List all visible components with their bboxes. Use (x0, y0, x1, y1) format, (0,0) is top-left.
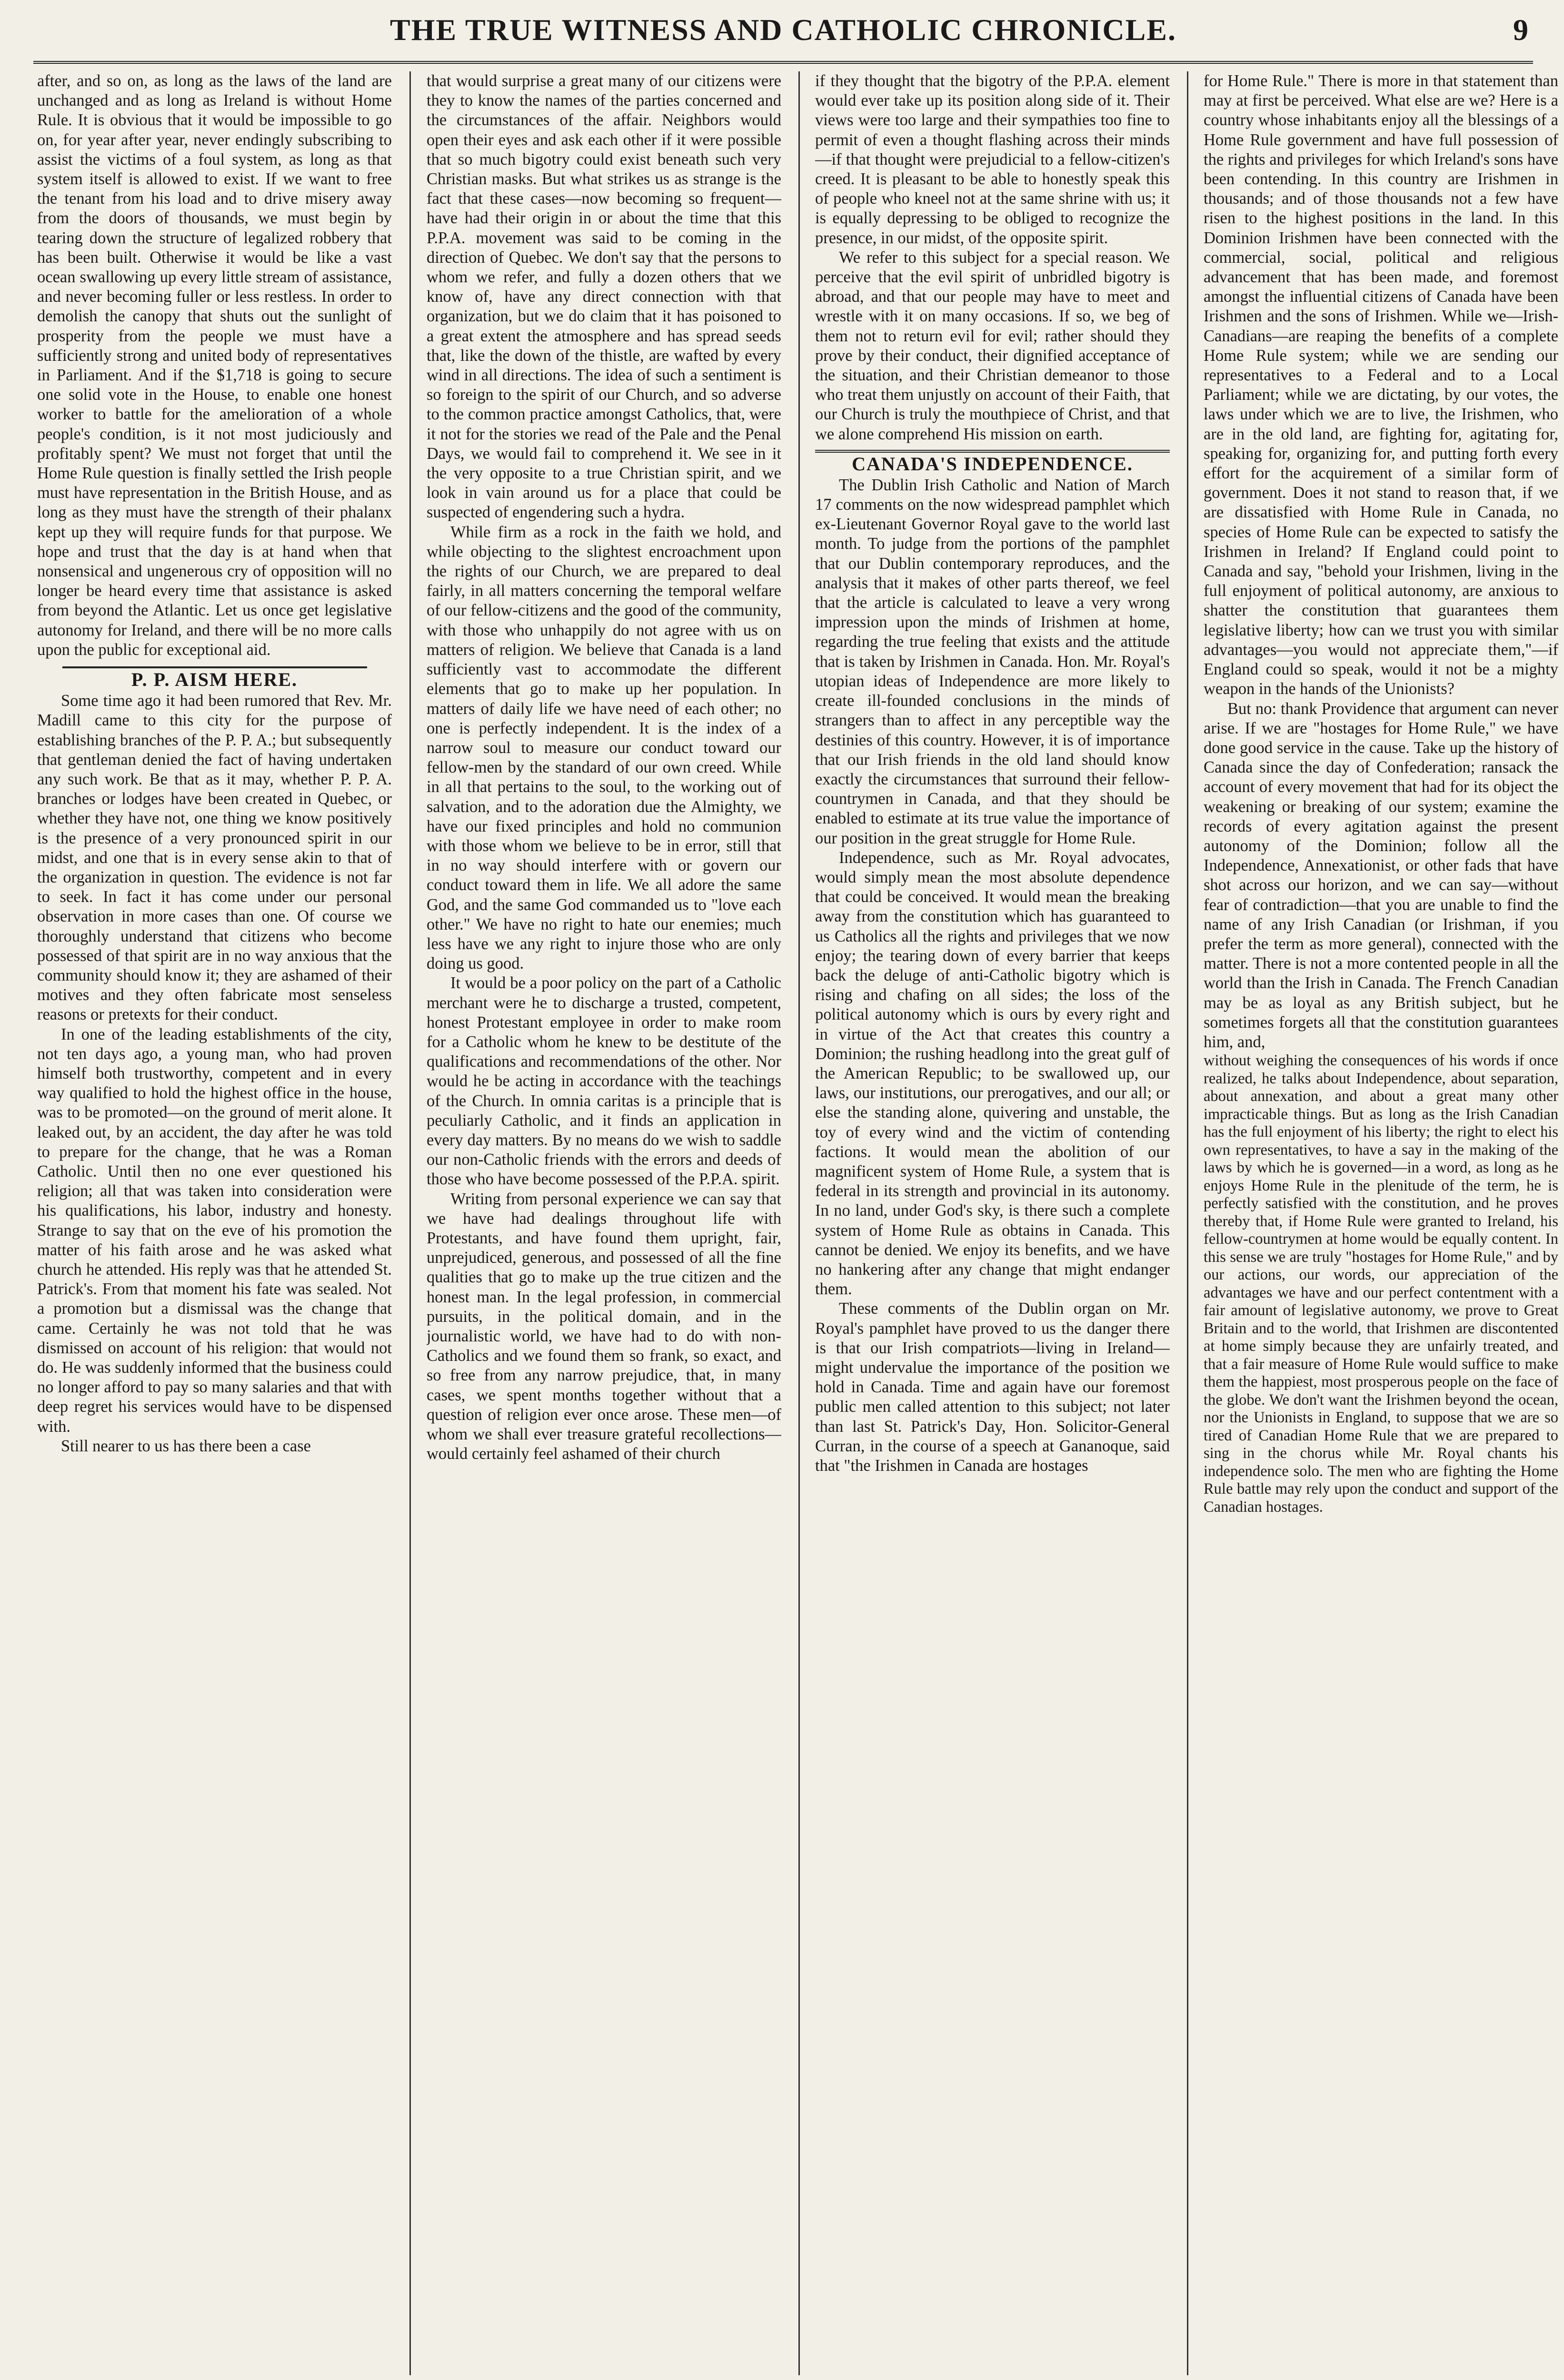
article-paragraph: Still nearer to us has there been a case (61, 1437, 311, 1455)
column-rule (409, 71, 411, 2375)
section-heading: P. P. AISM HERE. (131, 669, 298, 691)
article-paragraph: if they thought that the bigotry of the P.P.A. element would ever take up its position along side of it. Their views were too large and their sympathies too fine to permit of even a thought flashing across their minds—if that thought were prejudicial to a fellow-citizen's creed. It is pleasant to be able to honestly speak this of people who kneel not at the same shrine with us; it is equally depressing to be obliged to recognize the presence, in our midst, of the opposite spirit. (815, 72, 1170, 247)
article-paragraph: Some time ago it had been rumored that Rev. Mr. Madill came to this city for the purpose of establishing branches of the P. P. A.; but subsequently that gentleman denied the fact of having undertaken any such work. Be that as it may, whether P. P. A. branches or lodges have been created in Quebec, or whether they have not, one thing we know positively is the presence of a very pronounced spirit in our midst, and one that is in every sense akin to that of the organization in question. The evidence is not far to seek. In fact it has come under our personal observation in more cases than one. Of course we thoroughly understand that citizens who become possessed of that spirit are in no way anxious that the community should know it; they are ashamed of their motives and they often fabricate most senseless reasons or pretexts for their conduct. (37, 692, 392, 1024)
article-paragraph: These comments of the Dublin organ on Mr. Royal's pamphlet have proved to us the danger there is that our Irish compatriots—living in Ireland—might undervalue the importance of the position we hold in Canada. Time and again have our foremost public men called attention to this subject; not later than last St. Patrick's Day, Hon. Solicitor-General Curran, in the course of a speech at Gananoque, said that "the Irishmen in Canada are hostages (815, 1299, 1170, 1475)
article-paragraph: But no: thank Providence that argument can never arise. If we are "hostages for Home Rule," we have done good service in the cause. Take up the history of Canada since the day of Confederation; ransack the account of every movement that had for its object the weakening or breaking of our system; examine the records of every agitation against the present autonomy of the Dominion; follow all the Independence, Annexationist, or other fads that have shot across our horizon, and we can say—without fear of contradiction—that you are unable to find the name of any Irish Canadian (or Irishman, if you prefer the term as more general), connected with the matter. There is not a more contented people in all the world than the Irish in Canada. The French Canadian may be as loyal as any British subject, but he sometimes forgets all that the constitution guarantees him, and, (1204, 699, 1558, 1051)
article-paragraph: The Dublin Irish Catholic and Nation of March 17 comments on the now widespread pamphlet which ex-Lieutenant Governor Royal gave to the world last month. To judge from the portions of the pamphlet that our Dublin contemporary reproduces, and the analysis that it makes of other parts thereof, we feel that the article is calculated to leave a very wrong impression upon the minds of Irishmen at home, regarding the true feeling that exists and the attitude that is taken by Irishmen in Canada. Hon. Mr. Royal's utopian ideas of Independence are more likely to create ill-founded conclusions in the minds of strangers than to affect in any perceptible way the destinies of this country. However, it is of importance that our Irish friends in the old land should know exactly the circumstances that surround their fellow-countrymen in Canada, and that they should be enabled to estimate at its true value the importance of our position in the great struggle for Home Rule. (815, 476, 1170, 847)
masthead (33, 9, 1533, 64)
article-paragraph: It would be a poor policy on the part of a Catholic merchant were he to discharge a trusted, competent, honest Protestant employee in order to make room for a Catholic whom he knew to be destitute of the qualifications and recommendations of the other. Nor would he be acting in accordance with the teachings of the Church. In omnia caritas is a principle that is peculiarly Catholic, and it finds an application in every day matters. By no means do we wish to saddle our non-Catholic friends with the errors and deeds of those who have become possessed of the P.P.A. spirit. (427, 974, 781, 1189)
article-paragraph: without weighing the consequences of his words if once realized, he talks about Independence, about separation, about annexation, and about a great many other impracticable things. But as long as the Irish Canadian has the full enjoyment of his liberty; the right to elect his own representatives, to have a say in the making of the laws by which he is governed—in a word, as long as he enjoys Home Rule in the plenitude of the term, he is perfectly satisfied with the constitution, and he proves thereby that, if Home Rule were granted to Ireland, his fellow-countrymen at home would be equally content. In this sense we are truly "hostages for Home Rule," and by our actions, our words, our appreciation of the advantages we have and our perfect contentment with a fair amount of legislative autonomy, we prove to Great Britain and to the world, that Irishmen are discontented at home simply because they are unfairly treated, and that a fair measure of Home Rule would suffice to make them the happiest, most prosperous people on the face of the globe. We don't want the Irishmen beyond the ocean, nor the Unionists in England, to suppose that we are so tired of Canadian Home Rule that we are prepared to sing in the chorus while Mr. Royal chants his independence solo. The men who are fighting the Home Rule battle may rely upon the conduct and support of the Canadian hostages. (1204, 1052, 1558, 1516)
column-rule (1187, 71, 1188, 2375)
article-paragraph: that would surprise a great many of our citizens were they to know the names of the parties concerned and the circumstances of the affair. Neighbors would open their eyes and ask each other if it were possible that so much bigotry could exist beneath such very Christian masks. But what strikes us as strange is the fact that these cases—now becoming so frequent—have had their origin in or about the time that this P.P.A. movement was said to be coming in the direction of Quebec. We don't say that the persons to whom we refer, and fully a dozen others that we know of, have any direct connection with that organization, but we do claim that it has poisoned to a great extent the atmosphere and has spread seeds that, like the down of the thistle, are wafted by every wind in all directions. The idea of such a sentiment is so foreign to the spirit of our Church, and so adverse to the common practice amongst Catholics, that, were it not for the stories we read of the Pale and the Penal Days, we would fail to comprehend it. We see in it the very opposite to a true Christian spirit, and we look in vain around us for a place that could be suspected of engendering such a hydra. (427, 72, 781, 522)
column-rule (798, 71, 800, 2375)
article-paragraph: after, and so on, as long as the laws of the land are unchanged and as long as Ireland is without Home Rule. It is obvious that it would be impossible to go on, for year after year, never endingly subscribing to assist the victims of a foul system, as long as that system itself is allowed to exist. If we want to free the tenant from his load and to drive misery away from the doors of thousands, we must begin by tearing down the structure of legalized robbery that has been built. Otherwise it would be like a vast ocean swallowing up every little stream of assistance, and never becoming fuller or less restless. In order to demolish the canopy that shuts out the sunlight of prosperity from the people we must have a sufficiently strong and united body of representatives in Parliament. And if the $1,718 is going to secure one solid vote in the House, to enable one honest worker to battle for the amelioration of a whole people's condition, is it not most judiciously and profitably spent? We must not forget that until the Home Rule question is finally settled the Irish people must have representation in the British House, and as long as they must have the strength of their phalanx kept up they will require funds for that purpose. We hope and trust that the day is at hand when that nonsensical and ungenerous cry of opposition will no longer be heard every time that assistance is asked from beyond the Atlantic. Let us once get legislative autonomy for Ireland, and there will be no more calls upon the public for exceptional aid. (37, 72, 392, 659)
article-paragraph: In one of the leading establishments of the city, not ten days ago, a young man, who had proven himself both trustworthy, competent and in every way qualified to hold the highest office in the house, was to be promoted—on the ground of merit alone. It leaked out, by an accident, the day after he was told to prepare for the change, that he was a Roman Catholic. Until then no one ever questioned his religion; all that was taken into consideration were his qualifications, his labor, industry and honesty. Strange to say that on the eve of his promotion the matter of his faith arose and he was asked what church he attended. His reply was that he attended St. Patrick's. From that moment his fate was sealed. Not a promotion but a dismissal was the change that came. Certainly he was not told that he was dismissed on account of his religion: that would not do. He was suddenly informed that the business could no longer afford to pay so many salaries and that with deep regret his services would have to be dispensed with. (37, 1025, 392, 1436)
column-2 (427, 71, 781, 2375)
article-paragraph: While firm as a rock in the faith we hold, and while objecting to the slightest encroachment upon the rights of our Church, we are prepared to deal fairly, in all matters concerning the temporal welfare of our fellow-citizens and the good of the community, with those who unhappily do not agree with us on matters of religion. We believe that Canada is a land sufficiently vast to accommodate the different elements that go to make up her population. In matters of daily life we have need of each other; no one is perfectly independent. It is the index of a narrow soul to measure our conduct toward our fellow-men by the standard of our own creed. While in all that pertains to the soul, to the working out of salvation, and to the adoration due the Almighty, we have our fixed principles and hold no communion with those whom we believe to be in error, still that in no way should interfere with or govern our conduct toward them in life. We all adore the same God, and the same God commanded us to "love each other." We have no right to hate our enemies; much less have we any right to injure those who are only doing us good. (427, 523, 781, 973)
page-number: 9 (1513, 13, 1528, 47)
article-paragraph: We refer to this subject for a special reason. We perceive that the evil spirit of unbridled bigotry is abroad, and that our people may have to meet and wrestle with it on many occasions. If so, we beg of them not to return evil for evil; rather should they prove by their conduct, their dignified acceptance of the situation, and their Christian demeanor to those who treat them unjustly on account of their Faith, that our Church is truly the mouthpiece of Christ, and that we alone comprehend His mission on earth. (815, 248, 1170, 443)
column-1 (37, 71, 392, 2375)
article-paragraph: for Home Rule." There is more in that statement than may at first be perceived. What else are we? Here is a country whose inhabitants enjoy all the blessings of a Home Rule government and have full possession of the rights and privileges for which Ireland's sons have been contending. In this country are Irishmen in thousands; and of those thousands not a few have risen to the highest positions in the land. In this Dominion Irishmen have been connected with the commercial, social, political and religious advancement that has been made, and foremost amongst the influential citizens of Canada have been Irishmen and the sons of Irishmen. While we—Irish-Canadians—are reaping the benefits of a complete Home Rule system; while we are sending our representatives to a Federal and to a Local Parliament; while we are dictating, by our votes, the laws under which we are to live, the Irishmen, who are in the old land, are fighting for, agitating for, speaking for, organizing for, and putting forth every effort for the acquirement of a similar form of government. Does it not stand to reason that, if we are dissatisfied with Home Rule in Canada, no species of Home Rule can be expected to satisfy the Irishmen in Ireland? If England could point to Canada and say, "behold your Irishmen, living in the full enjoyment of political autonomy, are anxious to shatter the constitution that guarantees them legislative liberty; how can we trust you with similar advantages—you would not appreciate them,"—if England could so speak, would it not be a mighty weapon in the hands of the Unionists? (1204, 72, 1558, 698)
article-paragraph: Independence, such as Mr. Royal advocates, would simply mean the most absolute dependence that could be conceived. It would mean the breaking away from the constitution which has guaranteed to us Catholics all the rights and privileges that we now enjoy; the tearing down of every barrier that keeps back the deluge of anti-Catholic bigotry which is rising and chafing on all sides; the loss of the political autonomy which is ours by every right and in virtue of the Act that creates this country a Dominion; the rushing headlong into the great gulf of the American Republic; to be swallowed up, our laws, our institutions, our prerogatives, and our all; or else the standing alone, quivering and unstable, the toy of every wind and the victim of contending factions. It would mean the abolition of our magnificent system of Home Rule, a system that is federal in its strength and provincial in its autonomy. In no land, under God's sky, is there such a complete system of Home Rule as obtains in Canada. This cannot be denied. We enjoy its benefits, and we have no hankering after any change that might endanger them. (815, 848, 1170, 1299)
column-3 (815, 71, 1170, 2375)
article-paragraph: Writing from personal experience we can say that we have had dealings throughout life with Protestants, and have found them upright, fair, unprejudiced, generous, and possessed of all the fine qualities that go to make up the true citizen and the honest man. In the legal profession, in commercial pursuits, in the political domain, and in the journalistic world, we have had to do with non-Catholics and we found them so frank, so exact, and so free from any narrow prejudice, that, in many cases, we spent months together without that a question of religion ever once arose. These men—of whom we shall ever treasure grateful recollections—would certainly feel ashamed of their church (427, 1190, 781, 1463)
newspaper-title: THE TRUE WITNESS AND CATHOLIC CHRONICLE. (390, 13, 1176, 47)
column-4 (1204, 71, 1558, 2375)
section-heading: CANADA'S INDEPENDENCE. (852, 453, 1133, 475)
